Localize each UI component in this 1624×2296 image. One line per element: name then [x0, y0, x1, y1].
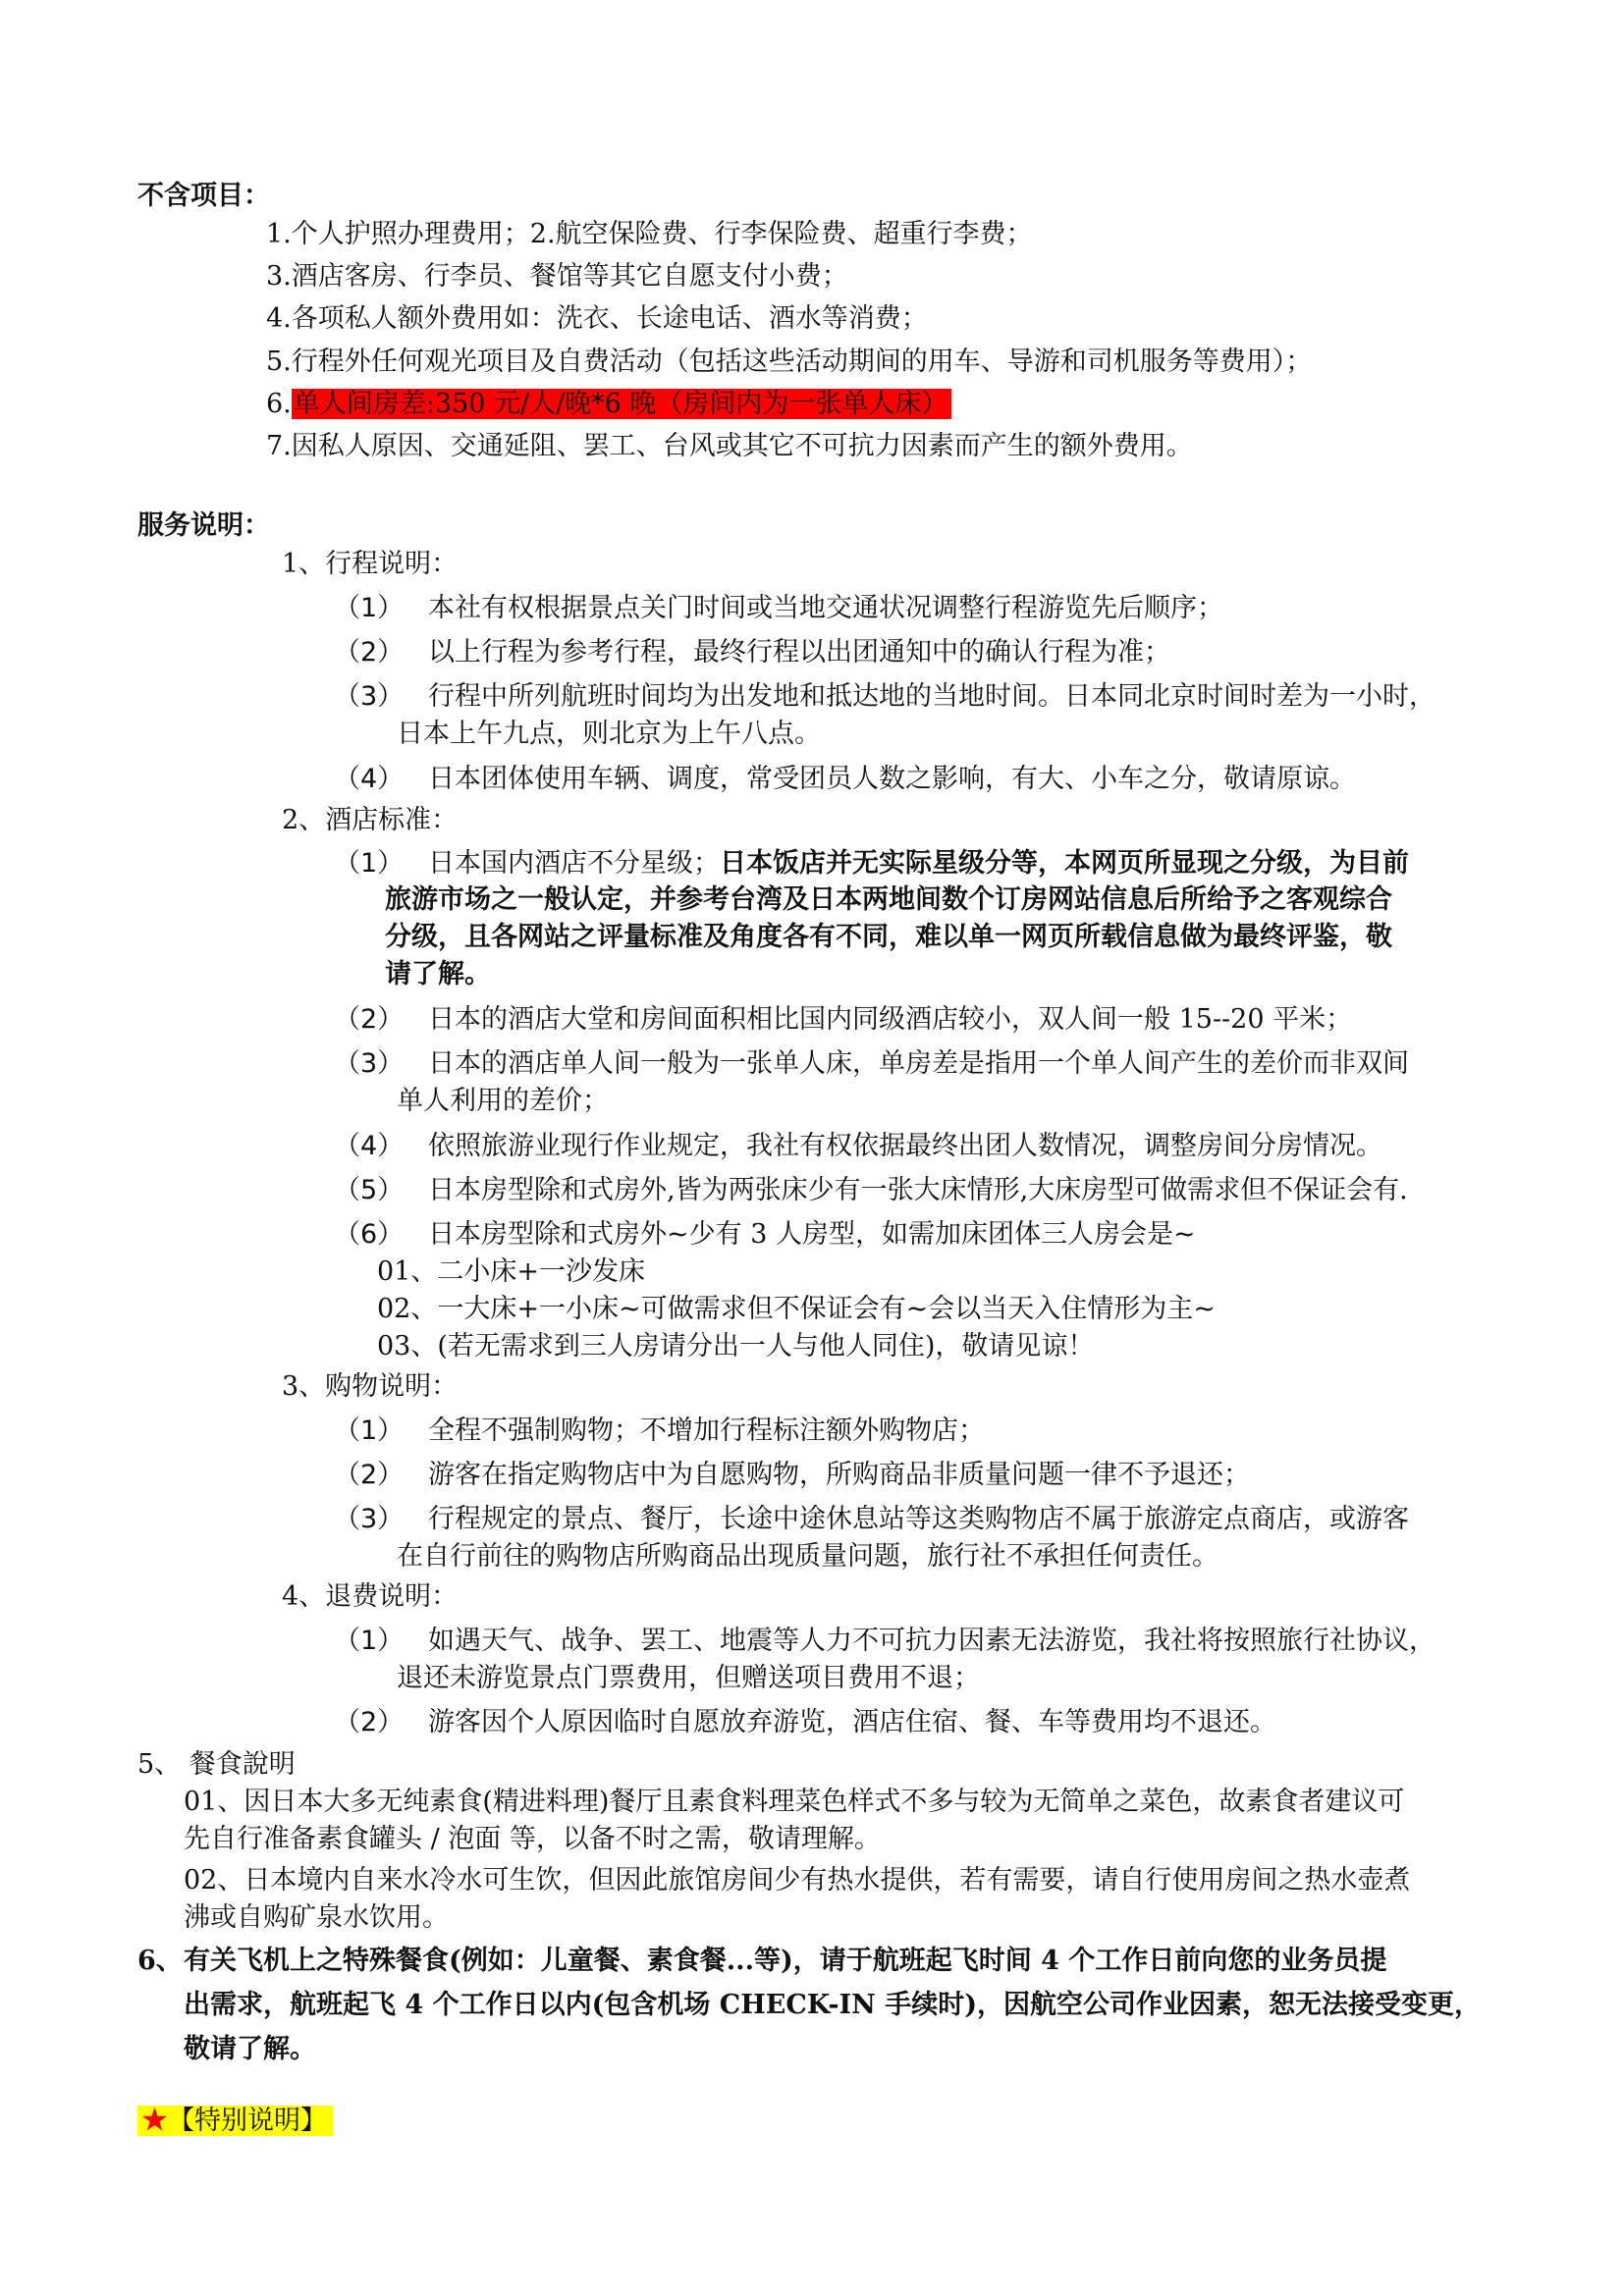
shopping-title: 3、购物说明： [282, 1371, 459, 1402]
itinerary-item-4: （4） 日本团体使用车辆、调度，常受团员人数之影响，有大、小车之分，敬请原谅。 [334, 764, 1356, 794]
room-option-1: 01、二小床+一沙发床 [377, 1256, 645, 1287]
refund-item-2: （2） 游客因个人原因临时自愿放弃游览，酒店住宿、餐、车等费用均不退还。 [334, 1707, 1276, 1737]
itinerary-item-1: （1） 本社有权根据景点关门时间或当地交通状况调整行程游览先后顺序； [334, 593, 1223, 623]
refund-title: 4、退费说明： [282, 1581, 459, 1612]
refund-item-1: （1） 如遇天气、战争、罢工、地震等人力不可抗力因素无法游览，我社将按照旅行社协议， [334, 1626, 1435, 1656]
hotel-item-1-line-4: 请了解。 [385, 959, 491, 989]
hotel-item-4: （4） 依照旅游业现行作业规定，我社有权依据最终出团人数情况，调整房间分房情况。 [334, 1131, 1382, 1161]
meal-line-1: 01、因日本大多无纯素食(精进料理)餐厅且素食料理菜色样式不多与较为无简单之菜色，故素食者建议可 [184, 1787, 1405, 1817]
special-note-label: ★【特别说明】 [137, 2103, 333, 2140]
hotel-item-3-cont: 单人利用的差价； [397, 1086, 609, 1116]
itinerary-item-3-cont: 日本上午九点，则北京为上午八点。 [397, 719, 821, 749]
meal-line-4: 沸或自购矿泉水饮用。 [184, 1902, 449, 1933]
shopping-item-1: （1） 全程不强制购物；不增加行程标注额外购物店； [334, 1415, 985, 1446]
flight-meal-num: 6、 [137, 1946, 183, 1976]
hotel-item-1: （1） 日本国内酒店不分星级；日本饭店并无实际星级分等，本网页所显现之分级，为目前 [334, 848, 1409, 879]
hotel-item-3: （3） 日本的酒店单人间一般为一张单人床，单房差是指用一个单人间产生的差价而非双间 [334, 1048, 1409, 1079]
itinerary-title: 1、行程说明： [282, 549, 459, 579]
excluded-item-7: 7.因私人原因、交通延阻、罢工、台风或其它不可抗力因素而产生的额外费用。 [266, 431, 1193, 461]
flight-meal-line-3: 敬请了解。 [184, 2034, 316, 2064]
shopping-item-3-cont: 在自行前往的购物店所购商品出现质量问题，旅行社不承担任何责任。 [397, 1541, 1218, 1572]
shopping-item-2: （2） 游客在指定购物店中为自愿购物，所购商品非质量问题一律不予退还； [334, 1460, 1250, 1490]
itinerary-item-3: （3） 行程中所列航班时间均为出发地和抵达地的当地时间。日本同北京时间时差为一小时， [334, 681, 1435, 712]
hotel-item-1-line-2: 旅游市场之一般认定，并参考台湾及日本两地间数个订房网站信息后所给予之客观综合 [385, 884, 1392, 915]
excluded-item-4: 4.各项私人额外费用如：洗衣、长途电话、酒水等消费； [266, 303, 928, 334]
hotel-item-5: （5） 日本房型除和式房外,皆为两张床少有一张大床情形,大床房型可做需求但不保证会有. [334, 1175, 1408, 1205]
excluded-item-5: 5.行程外任何观光项目及自费活动（包括这些活动期间的用车、导游和司机服务等费用）； [266, 347, 1313, 377]
meal-line-2: 先自行准备素食罐头 / 泡面 等，以备不时之需，敬请理解。 [184, 1824, 881, 1854]
hotel-item-6: （6） 日本房型除和式房外~少有 3 人房型，如需加床团体三人房会是~ [334, 1219, 1196, 1250]
single-room-supplement-highlight: 单人间房差:350 元/人/晚*6 晚（房间内为一张单人床） [292, 389, 952, 419]
excluded-item-3: 3.酒店客房、行李员、餐馆等其它自愿支付小费； [266, 261, 848, 292]
meal-line-3: 02、日本境内自来水冷水可生饮，但因此旅馆房间少有热水提供，若有需要，请自行使用房间之热水壶煮 [184, 1865, 1411, 1896]
room-option-2: 02、一大床+一小床~可做需求但不保证会有~会以当天入住情形为主~ [377, 1294, 1216, 1324]
room-option-3: 03、(若无需求到三人房请分出一人与他人同住)，敬请见谅！ [377, 1331, 1095, 1362]
meal-title: 5、 餐食說明 [137, 1749, 296, 1780]
refund-item-1-cont: 退还未游览景点门票费用，但赠送项目费用不退； [397, 1663, 980, 1693]
shopping-item-3: （3） 行程规定的景点、餐厅，长途中途休息站等这类购物店不属于旅游定点商店，或游客 [334, 1504, 1409, 1534]
excluded-item-6-num: 6. [266, 389, 292, 419]
excluded-heading: 不含项目： [137, 181, 270, 211]
hotel-item-2: （2） 日本的酒店大堂和房间面积相比国内同级酒店较小，双人间一般 15--20 平米； [334, 1004, 1353, 1035]
excluded-item-6 [266, 386, 951, 423]
excluded-item-1: 1.个人护照办理费用；2.航空保险费、行李保险费、超重行李费； [266, 219, 1033, 249]
itinerary-item-2: （2） 以上行程为参考行程，最终行程以出团通知中的确认行程为准； [334, 637, 1170, 667]
service-heading: 服务说明： [137, 510, 270, 541]
star-icon: ★ [141, 2106, 168, 2136]
hotel-item-1-line-3: 分级，且各网站之评量标准及角度各有不同，难以单一网页所载信息做为最终评鉴，敬 [385, 922, 1392, 952]
flight-meal-line-2: 出需求，航班起飞 4 个工作日以内(包含机场 CHECK-IN 手续时)，因航空公司作业因素，恕无法接受变更， [184, 1990, 1482, 2020]
flight-meal-line-1: 有关飞机上之特殊餐食(例如：儿童餐、素食餐...等)，请于航班起飞时间 4 个工作日前向您的业务员提 [184, 1946, 1387, 1976]
hotel-title: 2、酒店标准： [282, 805, 459, 835]
